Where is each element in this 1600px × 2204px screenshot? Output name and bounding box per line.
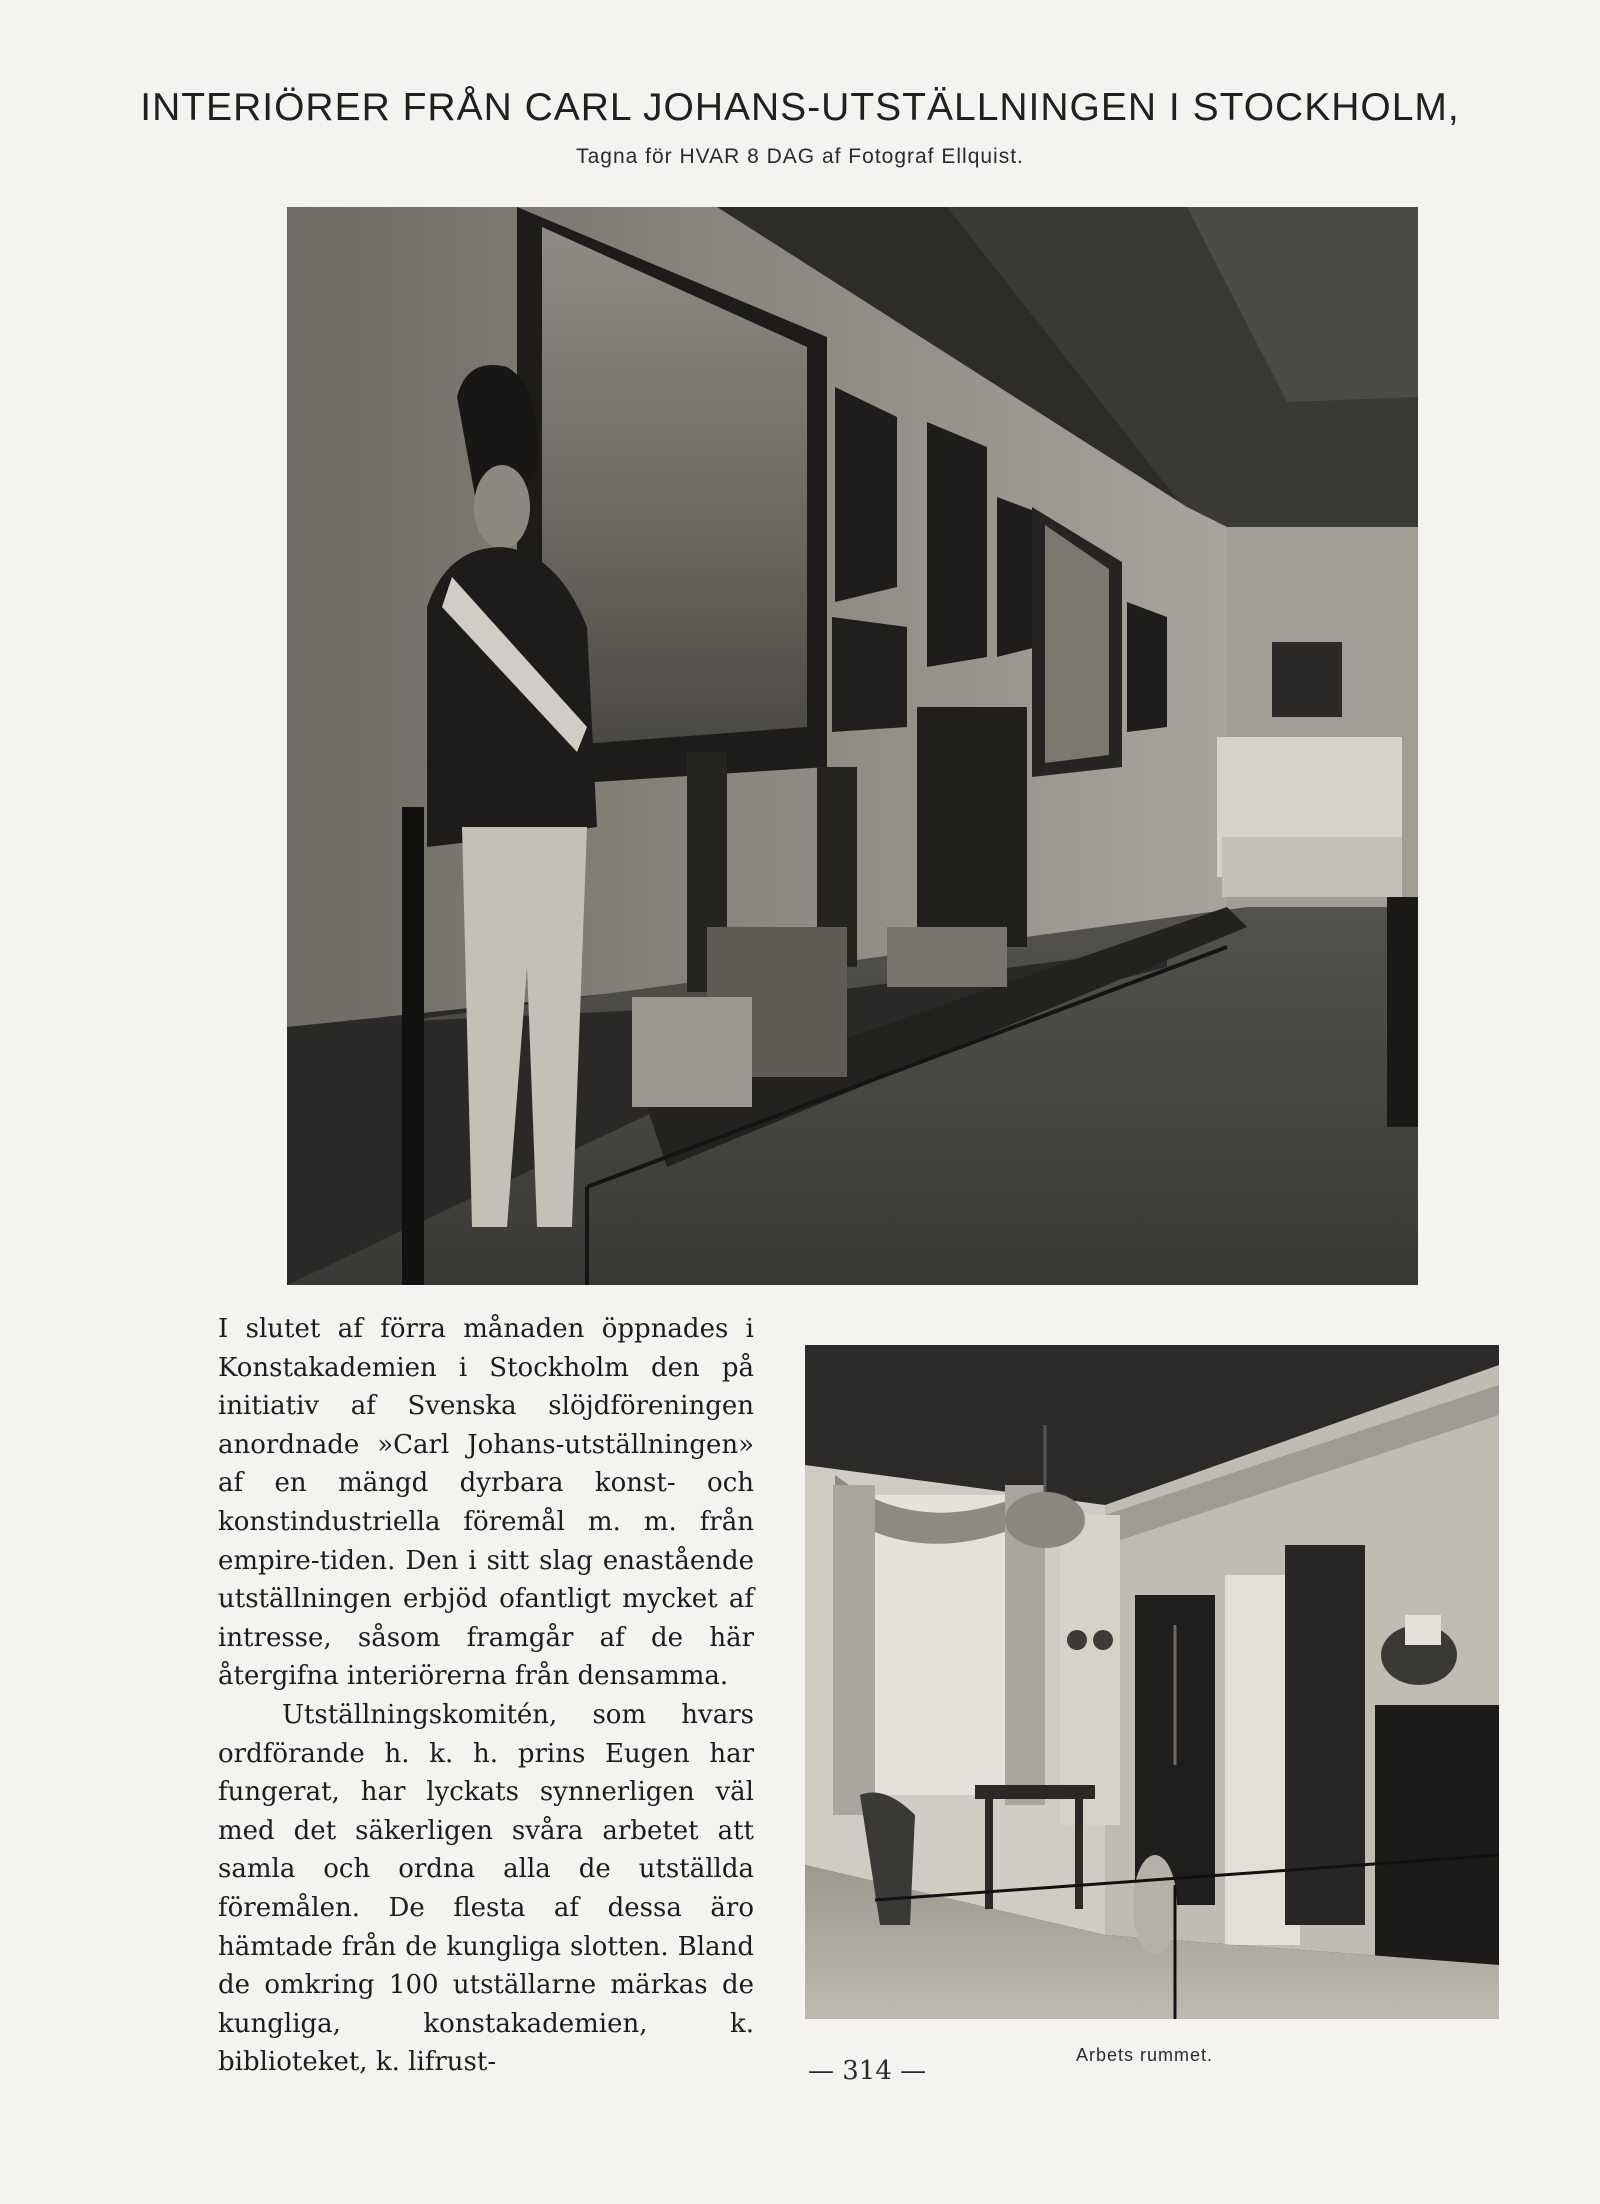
study-room-photo [805, 1345, 1499, 2019]
article-paragraph: Utställningskomitén, som hvars ordförande h. k. h. prins Eugen har fungerat, har lyckats synnerligen väl med det säkerligen svåra arbetet att samla och ordna alla de utställda föremålen. De flesta af dessa äro hämtade från de kungliga slotten. Bland de omkring 100 utställarne märkas de kungliga, konstakademien, k. biblioteket, k. lifrust- [218, 1699, 754, 2078]
article-body [218, 1310, 754, 2082]
page-number: — 314 — [808, 2056, 927, 2086]
exhibition-hall-photo [287, 207, 1418, 1285]
page-subtitle: Tagna för HVAR 8 DAG af Fotograf Ellquist. [576, 145, 1024, 168]
page-title: INTERIÖRER FRÅN CARL JOHANS-UTSTÄLLNINGEN I STOCKHOLM, [140, 86, 1460, 129]
article-paragraph: I slutet af förra månaden öppnades i Konstakademien i Stockholm den på initiativ af Svenska slöjdföreningen anordnade »Carl Johans-utställningen» af en mängd dyrbara konst- och konstindustriella föremål m. m. från empire-tiden. Den i sitt slag enastående utställningen erbjöd ofantligt mycket af intresse, såsom framgår af de här återgifna interiörerna från densamma. [218, 1314, 754, 1692]
figure-caption: Arbets rummet. [1076, 2045, 1214, 2065]
